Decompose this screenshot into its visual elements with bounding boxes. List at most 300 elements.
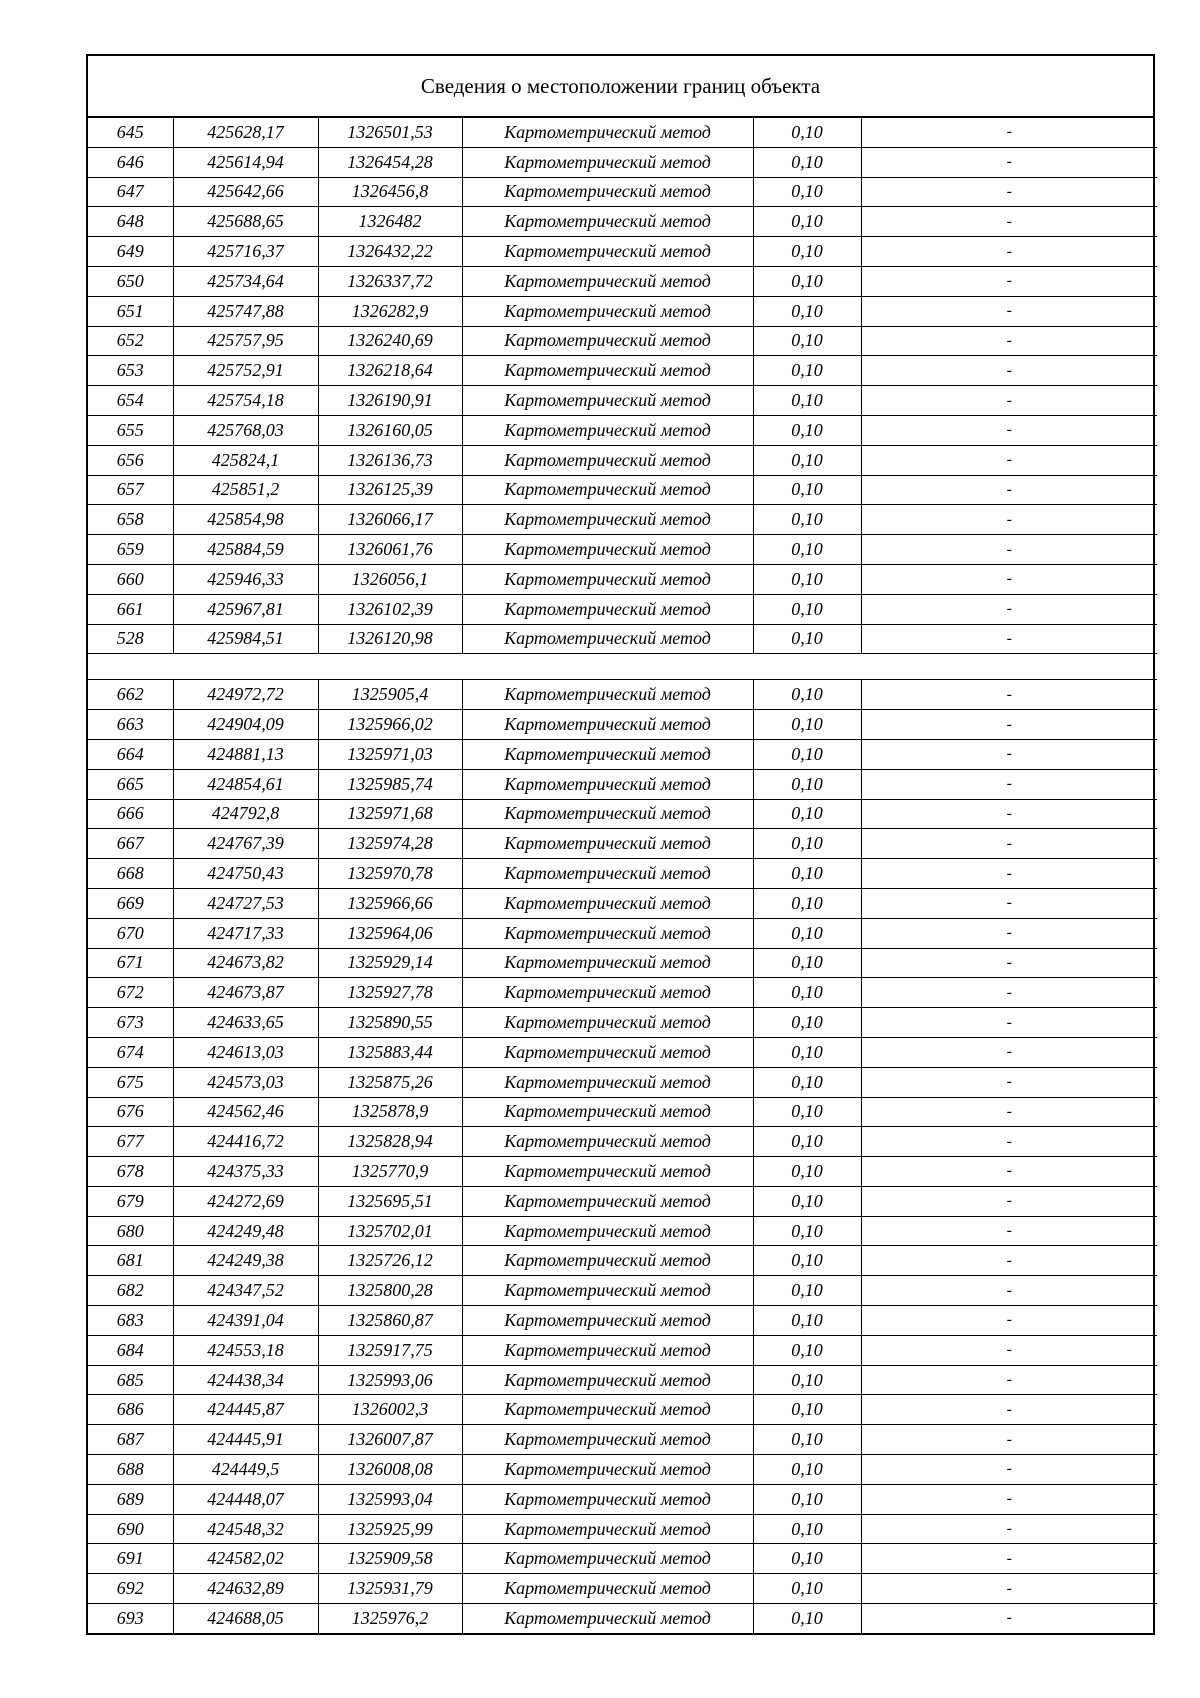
contour-separator-row [88, 654, 1157, 680]
x-coordinate-cell: 425752,91 [173, 356, 318, 386]
method-cell: Картометрический метод [462, 177, 753, 207]
y-coordinate-cell: 1325695,51 [318, 1186, 462, 1216]
description-cell: - [861, 1514, 1157, 1544]
y-coordinate-cell: 1326125,39 [318, 475, 462, 505]
table-row [88, 564, 1157, 594]
table-row [88, 799, 1157, 829]
description-cell: - [861, 445, 1157, 475]
table-row [88, 978, 1157, 1008]
y-coordinate-cell: 1326102,39 [318, 594, 462, 624]
x-coordinate-cell: 424249,48 [173, 1216, 318, 1246]
table-row [88, 415, 1157, 445]
point-number-cell: 670 [88, 918, 173, 948]
x-coordinate-cell: 425854,98 [173, 505, 318, 535]
method-cell: Картометрический метод [462, 326, 753, 356]
description-cell: - [861, 296, 1157, 326]
method-cell: Картометрический метод [462, 680, 753, 710]
x-coordinate-cell: 424792,8 [173, 799, 318, 829]
accuracy-cell: 0,10 [753, 769, 861, 799]
point-number-cell: 682 [88, 1276, 173, 1306]
table-row [88, 680, 1157, 710]
accuracy-cell: 0,10 [753, 564, 861, 594]
y-coordinate-cell: 1325925,99 [318, 1514, 462, 1544]
point-number-cell: 671 [88, 948, 173, 978]
x-coordinate-cell: 425688,65 [173, 207, 318, 237]
table-row [88, 1365, 1157, 1395]
y-coordinate-cell: 1326501,53 [318, 118, 462, 147]
x-coordinate-cell: 424438,34 [173, 1365, 318, 1395]
accuracy-cell: 0,10 [753, 710, 861, 740]
y-coordinate-cell: 1325966,66 [318, 888, 462, 918]
y-coordinate-cell: 1325905,4 [318, 680, 462, 710]
y-coordinate-cell: 1326218,64 [318, 356, 462, 386]
table-row [88, 475, 1157, 505]
accuracy-cell: 0,10 [753, 1574, 861, 1604]
point-number-cell: 655 [88, 415, 173, 445]
x-coordinate-cell: 425614,94 [173, 147, 318, 177]
point-number-cell: 661 [88, 594, 173, 624]
table-row [88, 505, 1157, 535]
method-cell: Картометрический метод [462, 1544, 753, 1574]
x-coordinate-cell: 424448,07 [173, 1484, 318, 1514]
x-coordinate-cell: 424445,91 [173, 1425, 318, 1455]
table-row [88, 1306, 1157, 1336]
description-cell: - [861, 1306, 1157, 1336]
y-coordinate-cell: 1326432,22 [318, 237, 462, 267]
y-coordinate-cell: 1326136,73 [318, 445, 462, 475]
accuracy-cell: 0,10 [753, 1544, 861, 1574]
boundary-table-sheet [86, 54, 1155, 1635]
description-cell: - [861, 535, 1157, 565]
y-coordinate-cell: 1326007,87 [318, 1425, 462, 1455]
accuracy-cell: 0,10 [753, 1186, 861, 1216]
point-number-cell: 667 [88, 829, 173, 859]
point-number-cell: 685 [88, 1365, 173, 1395]
table-row [88, 739, 1157, 769]
description-cell: - [861, 118, 1157, 147]
y-coordinate-cell: 1325726,12 [318, 1246, 462, 1276]
point-number-cell: 664 [88, 739, 173, 769]
point-number-cell: 668 [88, 859, 173, 889]
point-number-cell: 676 [88, 1097, 173, 1127]
accuracy-cell: 0,10 [753, 1425, 861, 1455]
table-row [88, 918, 1157, 948]
x-coordinate-cell: 424445,87 [173, 1395, 318, 1425]
y-coordinate-cell: 1326002,3 [318, 1395, 462, 1425]
description-cell: - [861, 680, 1157, 710]
x-coordinate-cell: 425984,51 [173, 624, 318, 654]
accuracy-cell: 0,10 [753, 829, 861, 859]
point-number-cell: 666 [88, 799, 173, 829]
point-number-cell: 646 [88, 147, 173, 177]
point-number-cell: 672 [88, 978, 173, 1008]
point-number-cell: 686 [88, 1395, 173, 1425]
table-row [88, 1008, 1157, 1038]
point-number-cell: 669 [88, 888, 173, 918]
y-coordinate-cell: 1325931,79 [318, 1574, 462, 1604]
table-row [88, 1514, 1157, 1544]
method-cell: Картометрический метод [462, 859, 753, 889]
accuracy-cell: 0,10 [753, 948, 861, 978]
point-number-cell: 528 [88, 624, 173, 654]
accuracy-cell: 0,10 [753, 1216, 861, 1246]
method-cell: Картометрический метод [462, 829, 753, 859]
y-coordinate-cell: 1325875,26 [318, 1067, 462, 1097]
x-coordinate-cell: 424854,61 [173, 769, 318, 799]
x-coordinate-cell: 424727,53 [173, 888, 318, 918]
description-cell: - [861, 1246, 1157, 1276]
method-cell: Картометрический метод [462, 118, 753, 147]
description-cell: - [861, 1186, 1157, 1216]
x-coordinate-cell: 424632,89 [173, 1574, 318, 1604]
x-coordinate-cell: 425768,03 [173, 415, 318, 445]
description-cell: - [861, 1127, 1157, 1157]
description-cell: - [861, 948, 1157, 978]
table-row [88, 594, 1157, 624]
description-cell: - [861, 1484, 1157, 1514]
table-row [88, 829, 1157, 859]
y-coordinate-cell: 1326008,08 [318, 1455, 462, 1485]
x-coordinate-cell: 424347,52 [173, 1276, 318, 1306]
method-cell: Картометрический метод [462, 1067, 753, 1097]
y-coordinate-cell: 1325800,28 [318, 1276, 462, 1306]
y-coordinate-cell: 1325966,02 [318, 710, 462, 740]
x-coordinate-cell: 425754,18 [173, 386, 318, 416]
y-coordinate-cell: 1325971,03 [318, 739, 462, 769]
accuracy-cell: 0,10 [753, 1335, 861, 1365]
accuracy-cell: 0,10 [753, 207, 861, 237]
table-row [88, 1157, 1157, 1187]
y-coordinate-cell: 1325883,44 [318, 1037, 462, 1067]
method-cell: Картометрический метод [462, 1037, 753, 1067]
y-coordinate-cell: 1326120,98 [318, 624, 462, 654]
method-cell: Картометрический метод [462, 1127, 753, 1157]
accuracy-cell: 0,10 [753, 1157, 861, 1187]
y-coordinate-cell: 1326160,05 [318, 415, 462, 445]
description-cell: - [861, 769, 1157, 799]
method-cell: Картометрический метод [462, 445, 753, 475]
x-coordinate-cell: 425884,59 [173, 535, 318, 565]
point-number-cell: 653 [88, 356, 173, 386]
accuracy-cell: 0,10 [753, 1395, 861, 1425]
point-number-cell: 647 [88, 177, 173, 207]
y-coordinate-cell: 1326456,8 [318, 177, 462, 207]
point-number-cell: 690 [88, 1514, 173, 1544]
method-cell: Картометрический метод [462, 948, 753, 978]
description-cell: - [861, 1365, 1157, 1395]
method-cell: Картометрический метод [462, 799, 753, 829]
x-coordinate-cell: 424553,18 [173, 1335, 318, 1365]
x-coordinate-cell: 425851,2 [173, 475, 318, 505]
y-coordinate-cell: 1325860,87 [318, 1306, 462, 1336]
point-number-cell: 665 [88, 769, 173, 799]
table-row [88, 948, 1157, 978]
description-cell: - [861, 237, 1157, 267]
point-number-cell: 673 [88, 1008, 173, 1038]
method-cell: Картометрический метод [462, 888, 753, 918]
table-row [88, 1127, 1157, 1157]
x-coordinate-cell: 424391,04 [173, 1306, 318, 1336]
point-number-cell: 649 [88, 237, 173, 267]
description-cell: - [861, 177, 1157, 207]
description-cell: - [861, 1276, 1157, 1306]
accuracy-cell: 0,10 [753, 177, 861, 207]
table-row [88, 1246, 1157, 1276]
x-coordinate-cell: 424673,87 [173, 978, 318, 1008]
method-cell: Картометрический метод [462, 624, 753, 654]
x-coordinate-cell: 425747,88 [173, 296, 318, 326]
point-number-cell: 659 [88, 535, 173, 565]
x-coordinate-cell: 425967,81 [173, 594, 318, 624]
x-coordinate-cell: 424449,5 [173, 1455, 318, 1485]
method-cell: Картометрический метод [462, 769, 753, 799]
table-row [88, 118, 1157, 147]
y-coordinate-cell: 1325770,9 [318, 1157, 462, 1187]
y-coordinate-cell: 1326056,1 [318, 564, 462, 594]
method-cell: Картометрический метод [462, 1008, 753, 1038]
y-coordinate-cell: 1325976,2 [318, 1604, 462, 1633]
method-cell: Картометрический метод [462, 296, 753, 326]
description-cell: - [861, 918, 1157, 948]
description-cell: - [861, 888, 1157, 918]
point-number-cell: 651 [88, 296, 173, 326]
table-row [88, 1067, 1157, 1097]
table-row [88, 859, 1157, 889]
point-number-cell: 645 [88, 118, 173, 147]
accuracy-cell: 0,10 [753, 1097, 861, 1127]
y-coordinate-cell: 1325971,68 [318, 799, 462, 829]
point-number-cell: 662 [88, 680, 173, 710]
description-cell: - [861, 594, 1157, 624]
table-row [88, 769, 1157, 799]
y-coordinate-cell: 1325993,06 [318, 1365, 462, 1395]
description-cell: - [861, 1425, 1157, 1455]
y-coordinate-cell: 1325974,28 [318, 829, 462, 859]
point-number-cell: 691 [88, 1544, 173, 1574]
description-cell: - [861, 1395, 1157, 1425]
method-cell: Картометрический метод [462, 415, 753, 445]
accuracy-cell: 0,10 [753, 1514, 861, 1544]
method-cell: Картометрический метод [462, 535, 753, 565]
description-cell: - [861, 739, 1157, 769]
method-cell: Картометрический метод [462, 1395, 753, 1425]
description-cell: - [861, 147, 1157, 177]
accuracy-cell: 0,10 [753, 1127, 861, 1157]
x-coordinate-cell: 424249,38 [173, 1246, 318, 1276]
x-coordinate-cell: 424750,43 [173, 859, 318, 889]
method-cell: Картометрический метод [462, 207, 753, 237]
table-row [88, 1604, 1157, 1633]
point-number-cell: 654 [88, 386, 173, 416]
y-coordinate-cell: 1325828,94 [318, 1127, 462, 1157]
point-number-cell: 663 [88, 710, 173, 740]
accuracy-cell: 0,10 [753, 859, 861, 889]
y-coordinate-cell: 1325993,04 [318, 1484, 462, 1514]
description-cell: - [861, 1097, 1157, 1127]
method-cell: Картометрический метод [462, 594, 753, 624]
description-cell: - [861, 1067, 1157, 1097]
point-number-cell: 693 [88, 1604, 173, 1633]
accuracy-cell: 0,10 [753, 1306, 861, 1336]
y-coordinate-cell: 1325927,78 [318, 978, 462, 1008]
table-row [88, 445, 1157, 475]
description-cell: - [861, 1037, 1157, 1067]
description-cell: - [861, 829, 1157, 859]
point-number-cell: 648 [88, 207, 173, 237]
point-number-cell: 656 [88, 445, 173, 475]
method-cell: Картометрический метод [462, 475, 753, 505]
accuracy-cell: 0,10 [753, 739, 861, 769]
accuracy-cell: 0,10 [753, 1067, 861, 1097]
method-cell: Картометрический метод [462, 710, 753, 740]
accuracy-cell: 0,10 [753, 415, 861, 445]
y-coordinate-cell: 1325917,75 [318, 1335, 462, 1365]
point-number-cell: 680 [88, 1216, 173, 1246]
table-row [88, 147, 1157, 177]
x-coordinate-cell: 424673,82 [173, 948, 318, 978]
accuracy-cell: 0,10 [753, 978, 861, 1008]
point-number-cell: 650 [88, 266, 173, 296]
method-cell: Картометрический метод [462, 356, 753, 386]
description-cell: - [861, 799, 1157, 829]
table-row [88, 1335, 1157, 1365]
point-number-cell: 657 [88, 475, 173, 505]
x-coordinate-cell: 424972,72 [173, 680, 318, 710]
method-cell: Картометрический метод [462, 1306, 753, 1336]
table-row [88, 386, 1157, 416]
point-number-cell: 688 [88, 1455, 173, 1485]
x-coordinate-cell: 424904,09 [173, 710, 318, 740]
method-cell: Картометрический метод [462, 1365, 753, 1395]
description-cell: - [861, 1335, 1157, 1365]
accuracy-cell: 0,10 [753, 1604, 861, 1633]
method-cell: Картометрический метод [462, 978, 753, 1008]
table-row [88, 1425, 1157, 1455]
table-row [88, 296, 1157, 326]
table-row [88, 624, 1157, 654]
x-coordinate-cell: 425824,1 [173, 445, 318, 475]
table-row [88, 177, 1157, 207]
method-cell: Картометрический метод [462, 1514, 753, 1544]
y-coordinate-cell: 1326190,91 [318, 386, 462, 416]
y-coordinate-cell: 1326337,72 [318, 266, 462, 296]
accuracy-cell: 0,10 [753, 1365, 861, 1395]
y-coordinate-cell: 1326282,9 [318, 296, 462, 326]
x-coordinate-cell: 425716,37 [173, 237, 318, 267]
description-cell: - [861, 207, 1157, 237]
accuracy-cell: 0,10 [753, 326, 861, 356]
table-row [88, 266, 1157, 296]
separator-cell [88, 654, 1157, 680]
method-cell: Картометрический метод [462, 1604, 753, 1633]
table-row [88, 535, 1157, 565]
table-row [88, 356, 1157, 386]
x-coordinate-cell: 425642,66 [173, 177, 318, 207]
method-cell: Картометрический метод [462, 1276, 753, 1306]
description-cell: - [861, 1455, 1157, 1485]
method-cell: Картометрический метод [462, 739, 753, 769]
description-cell: - [861, 624, 1157, 654]
accuracy-cell: 0,10 [753, 680, 861, 710]
accuracy-cell: 0,10 [753, 594, 861, 624]
description-cell: - [861, 710, 1157, 740]
y-coordinate-cell: 1325970,78 [318, 859, 462, 889]
method-cell: Картометрический метод [462, 505, 753, 535]
x-coordinate-cell: 424562,46 [173, 1097, 318, 1127]
table-row [88, 1395, 1157, 1425]
x-coordinate-cell: 425946,33 [173, 564, 318, 594]
point-number-cell: 692 [88, 1574, 173, 1604]
description-cell: - [861, 1544, 1157, 1574]
description-cell: - [861, 386, 1157, 416]
point-number-cell: 660 [88, 564, 173, 594]
method-cell: Картометрический метод [462, 564, 753, 594]
accuracy-cell: 0,10 [753, 535, 861, 565]
accuracy-cell: 0,10 [753, 356, 861, 386]
method-cell: Картометрический метод [462, 1097, 753, 1127]
description-cell: - [861, 326, 1157, 356]
accuracy-cell: 0,10 [753, 386, 861, 416]
table-row [88, 237, 1157, 267]
description-cell: - [861, 415, 1157, 445]
method-cell: Картометрический метод [462, 147, 753, 177]
method-cell: Картометрический метод [462, 1425, 753, 1455]
description-cell: - [861, 1008, 1157, 1038]
point-number-cell: 681 [88, 1246, 173, 1276]
table-title: Сведения о местоположении границ объекта [88, 56, 1153, 118]
accuracy-cell: 0,10 [753, 1484, 861, 1514]
coordinates-table [88, 118, 1157, 1633]
description-cell: - [861, 1157, 1157, 1187]
table-row [88, 207, 1157, 237]
x-coordinate-cell: 424416,72 [173, 1127, 318, 1157]
x-coordinate-cell: 424767,39 [173, 829, 318, 859]
method-cell: Картометрический метод [462, 1574, 753, 1604]
y-coordinate-cell: 1325964,06 [318, 918, 462, 948]
accuracy-cell: 0,10 [753, 1037, 861, 1067]
method-cell: Картометрический метод [462, 266, 753, 296]
table-row [88, 710, 1157, 740]
y-coordinate-cell: 1326482 [318, 207, 462, 237]
table-row [88, 1216, 1157, 1246]
accuracy-cell: 0,10 [753, 237, 861, 267]
y-coordinate-cell: 1325909,58 [318, 1544, 462, 1574]
point-number-cell: 678 [88, 1157, 173, 1187]
point-number-cell: 684 [88, 1335, 173, 1365]
x-coordinate-cell: 424573,03 [173, 1067, 318, 1097]
description-cell: - [861, 978, 1157, 1008]
accuracy-cell: 0,10 [753, 1246, 861, 1276]
table-row [88, 1455, 1157, 1485]
description-cell: - [861, 1216, 1157, 1246]
point-number-cell: 675 [88, 1067, 173, 1097]
description-cell: - [861, 475, 1157, 505]
accuracy-cell: 0,10 [753, 888, 861, 918]
x-coordinate-cell: 424375,33 [173, 1157, 318, 1187]
accuracy-cell: 0,10 [753, 296, 861, 326]
method-cell: Картометрический метод [462, 1246, 753, 1276]
accuracy-cell: 0,10 [753, 1455, 861, 1485]
description-cell: - [861, 266, 1157, 296]
accuracy-cell: 0,10 [753, 118, 861, 147]
y-coordinate-cell: 1325929,14 [318, 948, 462, 978]
table-row [88, 326, 1157, 356]
y-coordinate-cell: 1325878,9 [318, 1097, 462, 1127]
x-coordinate-cell: 424272,69 [173, 1186, 318, 1216]
description-cell: - [861, 505, 1157, 535]
y-coordinate-cell: 1326240,69 [318, 326, 462, 356]
x-coordinate-cell: 425757,95 [173, 326, 318, 356]
